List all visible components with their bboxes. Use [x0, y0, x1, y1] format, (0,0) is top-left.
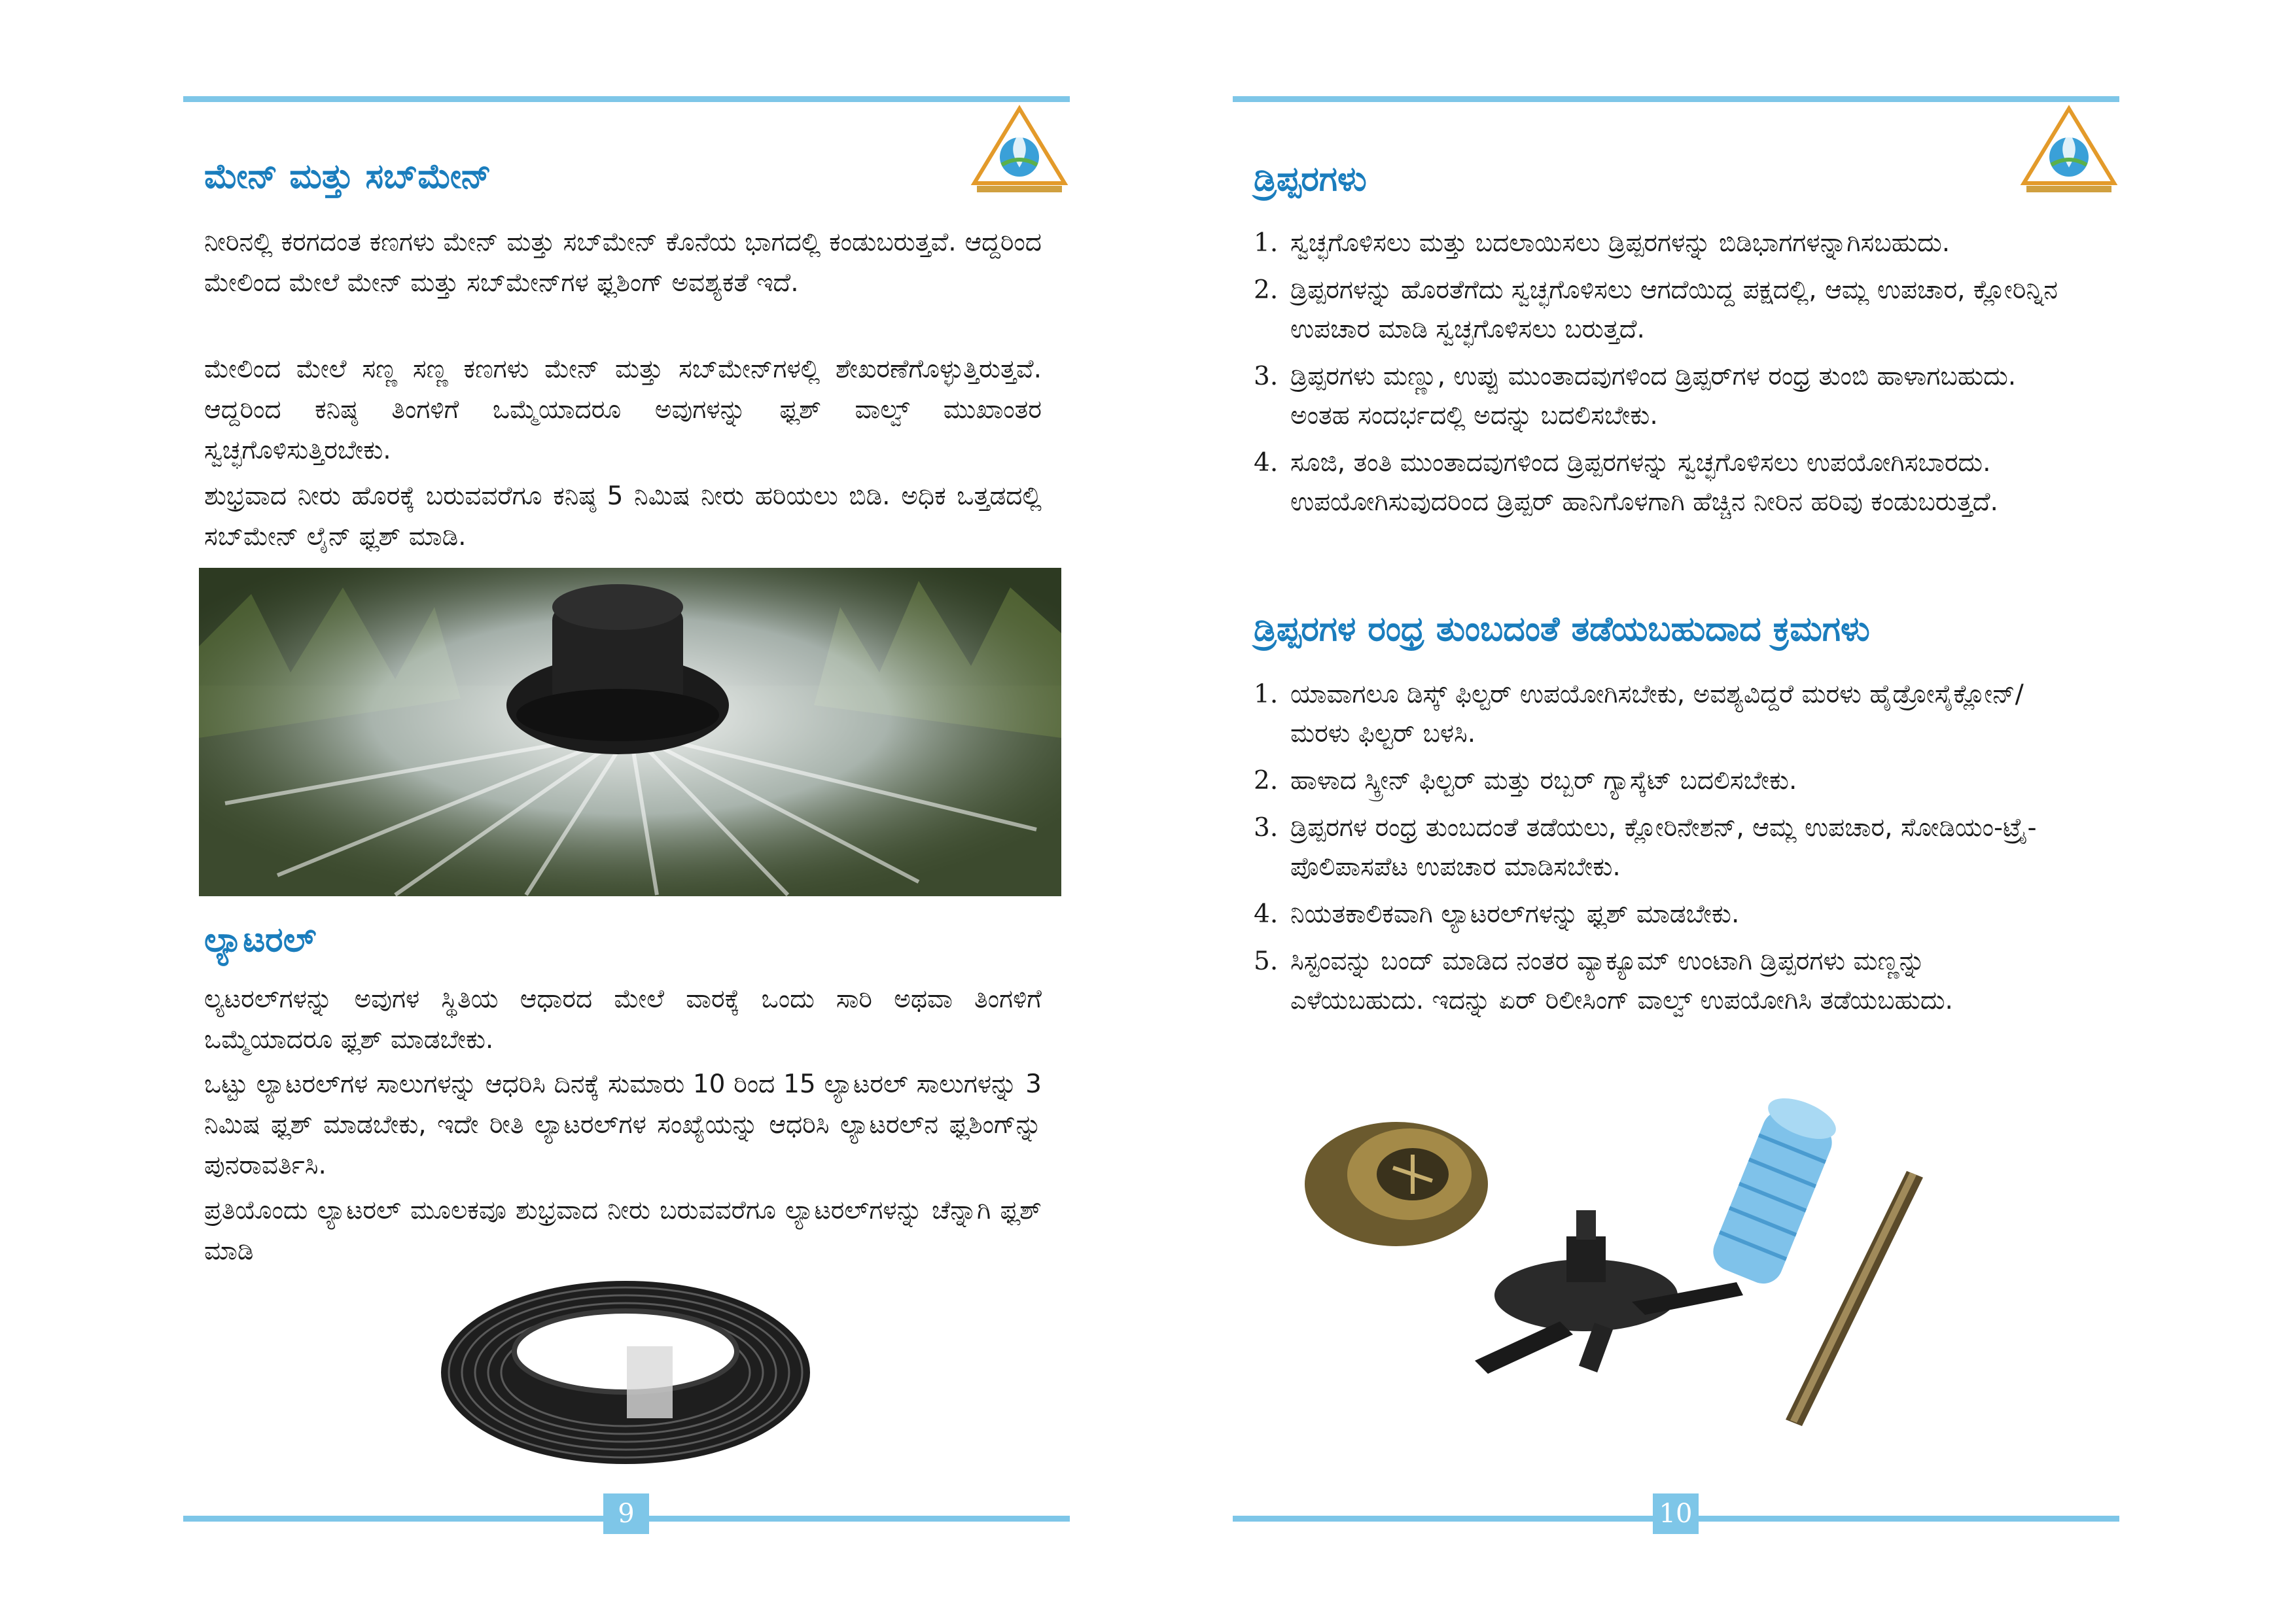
heading-lateral: ಲ್ಯಾಟರಲ್: [204, 920, 317, 960]
lateral-pipe-coil-photo: [437, 1274, 814, 1471]
list-item: 4. ಸೂಜಿ, ತಂತಿ ಮುಂತಾದವುಗಳಿಂದ ಡ್ರಿಪ್ಪರಗಳನ್ನು ಸ್ವಚ್ಛಗೊಳಿಸಲು ಉಪಯೋಗಿಸಬಾರದು. ಉಪಯೋಗಿಸುವುದರಿಂದ ಡ್ರಿಪ್ಪರ್ ಹಾನಿಗೊಳಗಾಗಿ ಹೆಚ್ಚಿನ ನೀರಿನ ಹರಿವು ಕಂಡುಬರುತ್ತದೆ.: [1254, 448, 1998, 517]
list-item: 1. ಯಾವಾಗಲೂ ಡಿಸ್ಕ್ ಫಿಲ್ಟರ್ ಉಪಯೋಗಿಸಬೇಕು, ಅವಶ್ಯವಿದ್ದರೆ ಮರಳು ಹೈಡ್ರೋಸೈಕ್ಲೋನ್/ಮರಳು ಫಿಲ್ಟರ್ ಬಳಸಿ.: [1254, 680, 2024, 748]
clog-prevention-list: [1254, 675, 2065, 1028]
brand-logo: [970, 105, 1069, 196]
list-item: 4. ನಿಯತಕಾಲಿಕವಾಗಿ ಲ್ಯಾಟರಲ್‌ಗಳನ್ನು ಫ್ಲಶ್ ಮಾಡಬೇಕು.: [1254, 899, 1740, 929]
list-item: 3. ಡ್ರಿಪ್ಪರಗಳ ರಂಧ್ರ ತುಂಬದಂತೆ ತಡೆಯಲು, ಕ್ಲೋರಿನೇಶನ್, ಆಮ್ಲ ಉಪಚಾರ, ಸೋಡಿಯಂ-ಟ್ರೈ-ಪೊಲಿಪಾಸಪೆಟ ಉಪಚಾರ ಮಾಡಿಸಬೇಕು.: [1254, 813, 2037, 882]
heading-drippers: ಡ್ರಿಪ್ಪರಗಳು: [1254, 160, 1367, 199]
paragraph-lateral-2: ಒಟ್ಟು ಲ್ಯಾಟರಲ್‌ಗಳ ಸಾಲುಗಳನ್ನು ಆಧರಿಸಿ ದಿನಕ್ಕೆ ಸುಮಾರು 10 ರಿಂದ 15 ಲ್ಯಾಟರಲ್ ಸಾಲುಗಳನ್ನು 3 ನಿಮಿಷ ಫ್ಲಶ್ ಮಾಡಬೇಕು, ಇದೇ ರೀತಿ ಲ್ಯಾಟರಲ್‌ಗಳ ಸಂಖ್ಯೆಯನ್ನು ಆಧರಿಸಿ ಲ್ಯಾಟರಲ್‌ನ ಫ್ಲಶಿಂಗ್‌ನ್ನು ಪುನರಾವರ್ತಿಸಿ.: [204, 1070, 1042, 1180]
heading-main-submain: ಮೇನ್ ಮತ್ತು ಸಬ್‌ಮೇನ್: [204, 157, 491, 196]
list-item: 1. ಸ್ವಚ್ಛಗೊಳಿಸಲು ಮತ್ತು ಬದಲಾಯಿಸಲು ಡ್ರಿಪ್ಪರಗಳನ್ನು ಬಿಡಿಭಾಗಗಳನ್ನಾಗಿಸಬಹುದು.: [1254, 228, 1951, 258]
flush-valve-spray-photo: [199, 568, 1061, 896]
dripper-list: [1254, 224, 2065, 530]
top-rule: [1233, 96, 2119, 102]
blue-strainer: [1707, 1090, 1841, 1289]
paragraph-main-2: ಮೇಲಿಂದ ಮೇಲೆ ಸಣ್ಣ ಸಣ್ಣ ಕಣಗಳು ಮೇನ್ ಮತ್ತು ಸಬ್‌ಮೇನ್‌ಗಳಲ್ಲಿ ಶೇಖರಣೆಗೊಳ್ಳುತ್ತಿರುತ್ತವೆ. ಆದ್ದರಿಂದ ಕನಿಷ್ಠ ತಿಂಗಳಿಗೆ ಒಮ್ಮೆಯಾದರೂ ಅವುಗಳನ್ನು ಫ್ಲಶ್ ವಾಲ್ವ್ ಮುಖಾಂತರ ಸ್ವಚ್ಛಗೊಳಿಸುತ್ತಿರಬೇಕು.: [204, 355, 1042, 465]
top-rule: [183, 96, 1070, 102]
list-item: 2. ಡ್ರಿಪ್ಪರಗಳನ್ನು ಹೊರತೆಗೆದು ಸ್ವಚ್ಛಗೊಳಿಸಲು ಆಗದೆಯಿದ್ದ ಪಕ್ಷದಲ್ಲಿ, ಆಮ್ಲ ಉಪಚಾರ, ಕ್ಲೋರಿನ್ನಿನ ಉಪಚಾರ ಮಾಡಿ ಸ್ವಚ್ಛಗೊಳಿಸಲು ಬರುತ್ತದೆ.: [1254, 275, 2058, 344]
paragraph-lateral-3: ಪ್ರತಿಯೊಂದು ಲ್ಯಾಟರಲ್ ಮೂಲಕವೂ ಶುಭ್ರವಾದ ನೀರು ಬರುವವರೆಗೂ ಲ್ಯಾಟರಲ್‌ಗಳನ್ನು ಚೆನ್ನಾಗಿ ಫ್ಲಶ್ ಮಾಡಿ: [204, 1196, 1042, 1266]
paragraph-main-1: ನೀರಿನಲ್ಲಿ ಕರಗದಂತ ಕಣಗಳು ಮೇನ್ ಮತ್ತು ಸಬ್‌ಮೇನ್ ಕೊನೆಯ ಭಾಗದಲ್ಲಿ ಕಂಡುಬರುತ್ತವೆ. ಆದ್ದರಿಂದ ಮೇಲಿಂದ ಮೇಲೆ ಮೇನ್ ಮತ್ತು ಸಬ್‌ಮೇನ್‌ಗಳ ಫ್ಲಶಿಂಗ್ ಅವಶ್ಯಕತೆ ಇದೆ.: [204, 228, 1042, 298]
dripper-components-photo: [1279, 1086, 1946, 1452]
right-page: [1148, 0, 2296, 1623]
online-dripper: [1475, 1210, 1743, 1374]
paragraph-lateral-1: ಲ್ಯಟರಲ್‌ಗಳನ್ನು ಅವುಗಳ ಸ್ಥಿತಿಯ ಆಧಾರದ ಮೇಲೆ ವಾರಕ್ಕೆ ಒಂದು ಸಾರಿ ಅಥವಾ ತಿಂಗಳಿಗೆ ಒಮ್ಮೆಯಾದರೂ ಫ್ಲಶ್ ಮಾಡಬೇಕು.: [204, 985, 1042, 1055]
heading-clog-prevention: ಡ್ರಿಪ್ಪರಗಳ ರಂಧ್ರ ತುಂಬದಂತೆ ತಡೆಯಬಹುದಾದ ಕ್ರಮಗಳು: [1254, 610, 1870, 649]
page-number: 9: [603, 1493, 649, 1534]
list-item: 3. ಡ್ರಿಪ್ಪರಗಳು ಮಣ್ಣು, ಉಪ್ಪು ಮುಂತಾದವುಗಳಿಂದ ಡ್ರಿಪ್ಪರ್‌ಗಳ ರಂಧ್ರ ತುಂಬಿ ಹಾಳಾಗಬಹುದು. ಅಂತಹ ಸಂದರ್ಭದಲ್ಲಿ ಅದನ್ನು ಬದಲಿಸಬೇಕು.: [1254, 362, 2017, 430]
button-dripper: [1305, 1122, 1488, 1246]
list-item: 2. ಹಾಳಾದ ಸ್ಕ್ರೀನ್ ಫಿಲ್ಟರ್ ಮತ್ತು ರಬ್ಬರ್ ಗ್ಯಾಸ್ಕೆಟ್ ಬದಲಿಸಬೇಕು.: [1254, 766, 1797, 795]
brand-logo: [2020, 105, 2118, 196]
page-number: 10: [1653, 1493, 1699, 1534]
list-item: 5. ಸಿಸ್ಟಂವನ್ನು ಬಂದ್ ಮಾಡಿದ ನಂತರ ವ್ಯಾಕ್ಯೂಮ್ ಉಂಟಾಗಿ ಡ್ರಿಪ್ಪರಗಳು ಮಣ್ಣನ್ನು ಎಳೆಯಬಹುದು. ಇದನ್ನು ಏರ್ ರಿಲೀಸಿಂಗ್ ವಾಲ್ವ್ ಉಪಯೋಗಿಸಿ ತಡೆಯಬಹುದು.: [1254, 947, 1953, 1015]
paragraph-main-3: ಶುಭ್ರವಾದ ನೀರು ಹೊರಕ್ಕೆ ಬರುವವರೆಗೂ ಕನಿಷ್ಠ 5 ನಿಮಿಷ ನೀರು ಹರಿಯಲು ಬಿಡಿ. ಅಧಿಕ ಒತ್ತಡದಲ್ಲಿ ಸಬ್‌ಮೇನ್ ಲೈನ್ ಫ್ಲಶ್ ಮಾಡಿ.: [204, 481, 1042, 551]
